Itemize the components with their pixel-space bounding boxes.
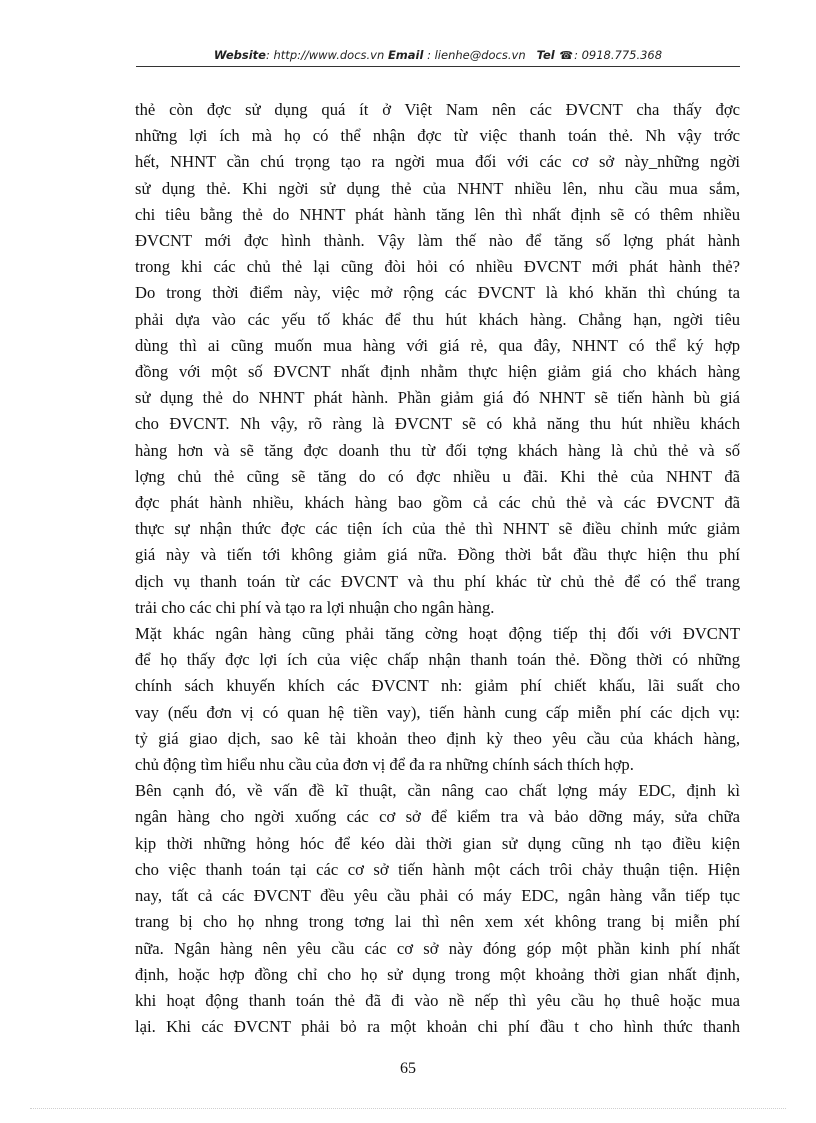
footer-rule [30, 1108, 786, 1109]
page-header [136, 48, 740, 62]
text-line: thực sự nhận thức đợc các tiện ích của thẻ thì NHNT sẽ điều chỉnh mức giảm [135, 519, 740, 539]
text-line: Mặt khác ngân hàng cũng phải tăng cờng hoạt động tiếp thị đối với ĐVCNT [135, 624, 740, 644]
phone-icon: ☎ [559, 49, 574, 62]
paragraph [135, 97, 740, 621]
paragraph [135, 778, 740, 1040]
paragraph [135, 621, 740, 778]
text-line: hết, NHNT cần chú trọng tạo ra ngời mua đối với các cơ sở này_những ngời [135, 152, 740, 172]
text-line: trải cho các chi phí và tạo ra lợi nhuận cho ngân hàng. [135, 597, 495, 617]
text-line: chính sách khuyến khích các ĐVCNT nh: giảm phí chiết khấu, lãi suất cho [135, 676, 740, 696]
text-line: vay (nếu đơn vị có quan hệ tiền vay), tiến hành cung cấp miễn phí các dịch vụ: [135, 702, 740, 722]
text-line: khi hoạt động thanh toán thẻ đã đi vào nề nếp thì yêu cầu họ thuê hoặc mua [135, 990, 740, 1010]
text-line: lại. Khi các ĐVCNT phải bỏ ra một khoản chi phí đầu t cho hình thức thanh [135, 1017, 740, 1037]
text-line: lợng chủ thẻ cũng sẽ tăng do có đợc nhiều u đãi. Khi thẻ của NHNT đã [135, 466, 740, 486]
text-line: những lợi ích mà họ có thể nhận đợc từ việc thanh toán thẻ. Nh vậy trớc [135, 126, 740, 146]
email-label: Email [387, 48, 424, 62]
text-line: chi tiêu bằng thẻ do NHNT phát hành tăng lên thì nhất định sẽ có thêm nhiều [135, 204, 740, 224]
text-line: dịch vụ thanh toán từ các ĐVCNT và thu phí khác từ chủ thẻ để có thể trang [135, 571, 740, 591]
website-value: : http://www.docs.vn [265, 48, 385, 62]
text-line: trang bị cho họ nhng trong tơng lai thì nên xem xét không trang bị miễn phí [135, 912, 740, 932]
text-line: tỷ giá giao dịch, sao kê tài khoản theo định kỳ theo yêu cầu của khách hàng, [135, 728, 740, 748]
email-value: : lienhe@docs.vn [423, 48, 526, 62]
text-line: sử dụng thẻ. Khi ngời sử dụng thẻ của NHNT nhiều lên, nhu cầu mua sắm, [135, 178, 740, 198]
tel-value: : 0918.775.368 [574, 48, 663, 62]
text-line: dùng thì ai cũng muốn mua hàng với giá rẻ, qua đây, NHNT có thể ký hợp [135, 335, 740, 355]
header-rule [136, 66, 740, 67]
text-line: Bên cạnh đó, về vấn đề kĩ thuật, cần nâng cao chất lợng máy EDC, định kì [135, 781, 740, 801]
text-line: sử dụng thẻ do NHNT phát hành. Phần giảm giá đó NHNT sẽ tiến hành bù giá [135, 388, 740, 408]
text-line: định, hoặc hợp đồng chỉ cho họ sử dụng trong một khoảng thời gian nhất định, [135, 964, 740, 984]
text-line: đồng với một số ĐVCNT nhất định nhằm thực hiện giảm giá cho khách hàng [135, 362, 740, 382]
text-line: chủ động tìm hiểu nhu cầu của đơn vị để đa ra những chính sách thích hợp. [135, 755, 634, 775]
text-line: thẻ còn đợc sử dụng quá ít ở Việt Nam nên các ĐVCNT cha thấy đợc [135, 100, 740, 119]
text-line: ĐVCNT mới đợc hình thành. Vậy làm thế nào để tăng số lợng phát hành [135, 231, 740, 251]
website-label: Website [213, 48, 266, 62]
page-number: 65 [400, 1060, 416, 1077]
text-line: giá này và tiến tới không giảm giá nữa. Đồng thời bắt đầu thực hiện thu phí [135, 545, 740, 565]
text-line: hàng hơn và sẽ tăng đợc doanh thu từ đối tợng khách hàng là chủ thẻ và số [135, 440, 740, 460]
text-line: cho việc thanh toán tại các cơ sở tiến hành một cách trôi chảy thuận tiện. Hiện [135, 859, 740, 879]
text-line: cho ĐVCNT. Nh vậy, rõ ràng là ĐVCNT sẽ có khả năng thu hút nhiều khách [135, 414, 740, 434]
text-line: ngân hàng cho ngời xuống các cơ sở để kiểm tra và bảo dỡng máy, sửa chữa [135, 807, 740, 827]
text-line: để họ thấy đợc lợi ích của việc chấp nhận thanh toán thẻ. Đồng thời có những [135, 650, 740, 670]
text-line: Do trong thời điểm này, việc mở rộng các ĐVCNT là khó khăn thì chúng ta [135, 283, 740, 303]
text-line: phải dựa vào các yếu tố khác để thu hút khách hàng. Chẳng hạn, ngời tiêu [135, 309, 740, 329]
text-line: kịp thời những hỏng hóc để kéo dài thời gian sử dụng cũng nh tạo điều kiện [135, 833, 740, 853]
text-line: trong khi các chủ thẻ lại cũng đòi hỏi có nhiều ĐVCNT mới phát hành thẻ? [135, 257, 740, 277]
text-line: nữa. Ngân hàng nên yêu cầu các cơ sở này đóng góp một phần kinh phí nhất [135, 938, 740, 958]
text-line: đợc phát hành nhiều, khách hàng bao gồm cả các chủ thẻ và các ĐVCNT đã [135, 493, 740, 513]
text-line: nay, tất cả các ĐVCNT đều yêu cầu phải có máy EDC, ngân hàng vẫn tiếp tục [135, 886, 740, 906]
tel-label: Tel [536, 48, 555, 62]
body-text [135, 97, 740, 1040]
